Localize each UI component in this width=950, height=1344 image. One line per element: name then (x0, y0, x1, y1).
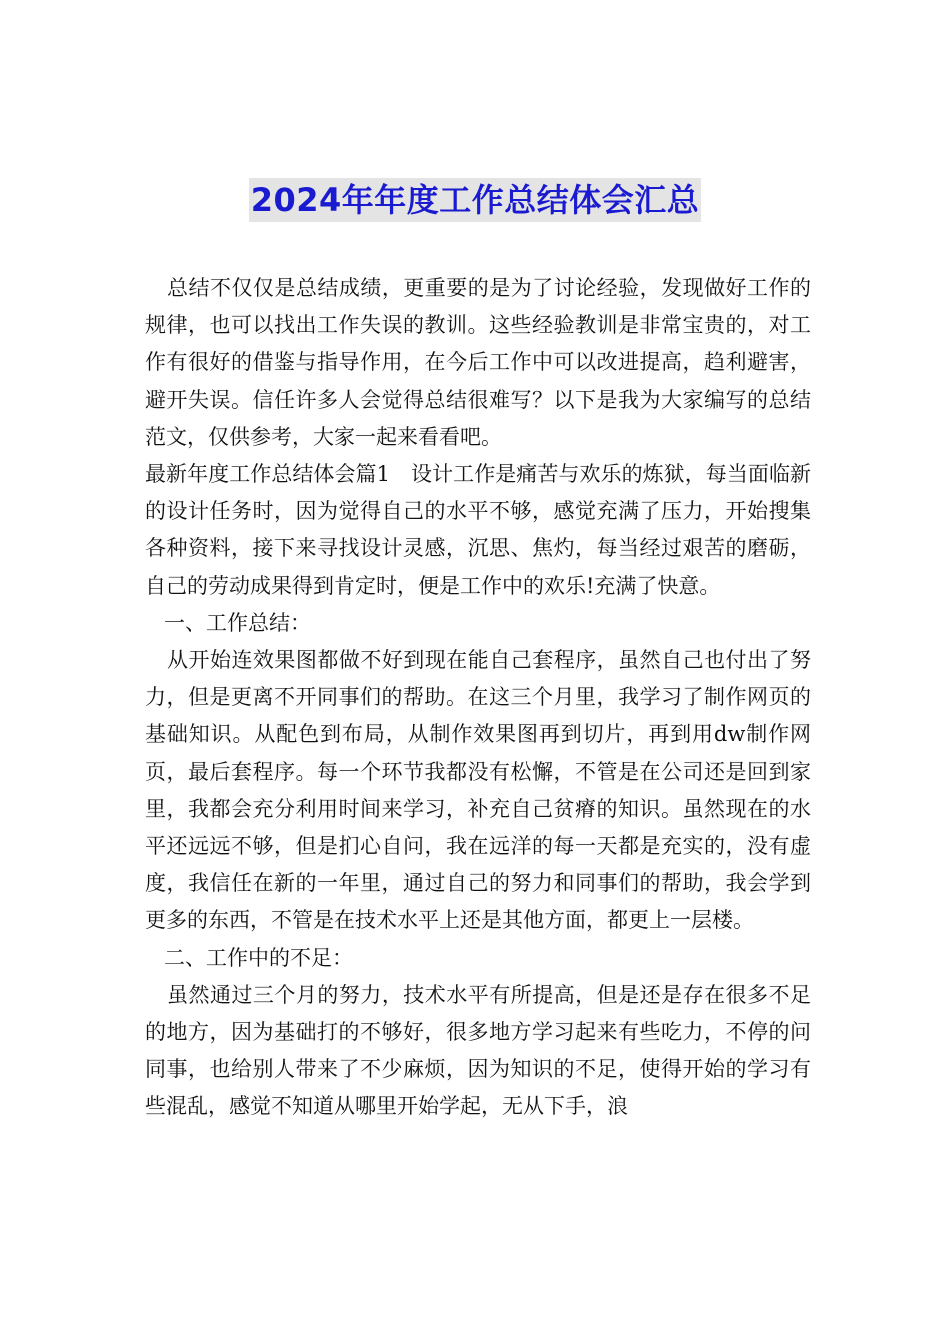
document-body (145, 270, 811, 1126)
title-container (0, 178, 950, 222)
section-heading-shortcomings: 二、工作中的不足： (164, 945, 353, 970)
paragraph-part-1: 最新年度工作总结体会篇1 设计工作是痛苦与欢乐的炼狱，每当面临新的设计任务时，因为觉得自己的水平不够，感觉充满了压力，开始搜集各种资料，接下来寻找设计灵感，沉思、焦灼，每当经过艰苦的磨砺，自己的劳动成果得到肯定时，便是工作中的欢乐!充满了快意。 (145, 462, 811, 598)
paragraph-work-summary: 从开始连效果图都做不好到现在能自己套程序，虽然自己也付出了努力，但是更离不开同事们的帮助。在这三个月里，我学习了制作网页的基础知识。从配色到布局，从制作效果图再到切片，再到用dw制作网页，最后套程序。每一个环节我都没有松懈，不管是在公司还是回到家里，我都会充分利用时间来学习，补充自己贫瘠的知识。虽然现在的水平还远远不够，但是扪心自问，我在远洋的每一天都是充实的，没有虚度，我信任在新的一年里，通过自己的努力和同事们的帮助，我会学到更多的东西，不管是在技术水平上还是其他方面，都更上一层楼。 (145, 648, 811, 933)
document-title: 2024年年度工作总结体会汇总 (249, 178, 702, 222)
paragraph-intro: 总结不仅仅是总结成绩，更重要的是为了讨论经验，发现做好工作的规律，也可以找出工作失误的教训。这些经验教训是非常宝贵的，对工作有很好的借鉴与指导作用，在今后工作中可以改进提高，趋利避害，避开失误。信任许多人会觉得总结很难写？以下是我为大家编写的总结范文，仅供参考，大家一起来看看吧。 (145, 276, 811, 449)
paragraph-shortcomings: 虽然通过三个月的努力，技术水平有所提高，但是还是存在很多不足的地方，因为基础打的不够好，很多地方学习起来有些吃力，不停的问同事，也给别人带来了不少麻烦，因为知识的不足，使得开始的学习有些混乱，感觉不知道从哪里开始学起，无从下手，浪 (145, 982, 811, 1119)
section-heading-work-summary: 一、工作总结： (164, 610, 311, 635)
